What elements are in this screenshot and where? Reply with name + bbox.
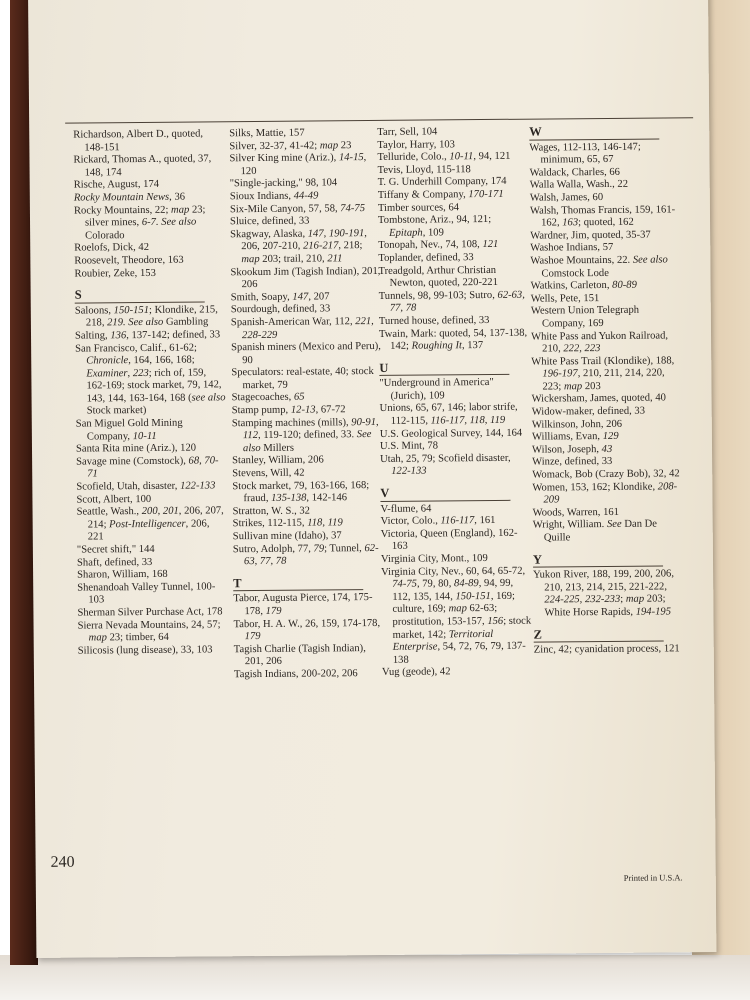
index-entry: Strikes, 112-115, 118, 119 [232,517,343,530]
index-entry: Wilson, Joseph, 43 [531,443,613,456]
index-entry: White Pass Trail (Klondike), 188, 196-197, 210, 211, 214, 220, 223; map 203 [531,355,675,393]
index-entry: "Single-jacking," 98, 104 [229,177,338,190]
section-letter-u: U [379,361,509,377]
index-entry: Shaft, defined, 33 [76,556,153,569]
page-number: 240 [50,853,75,871]
index-entry: Widow-maker, defined, 33 [531,405,646,418]
index-entry: Silver, 32-37, 41-42; map 23 [229,139,352,152]
index-entry: Telluride, Colo., 10-11, 94, 121 [377,150,511,164]
index-entry: White Pass and Yukon Railroad, 210, 222, 223 [530,329,669,355]
index-entry: Stock market, 79, 163-166, 168; fraud, 135-138, 142-146 [232,479,370,505]
index-entry: Santa Rita mine (Ariz.), 120 [75,442,197,455]
index-entry: Rocky Mountains, 22; map 23; silver mines, 6-7. See also Colorado [73,204,206,242]
index-entry: Tunnels, 98, 99-103; Sutro, 62-63, 77, 78 [378,289,525,315]
index-entry: Speculators: real-estate, 40; stock market, 79 [231,366,374,392]
index-entry: Sierra Nevada Mountains, 24, 57; map 23; timber, 64 [77,618,221,644]
index-column-3 [377,126,532,680]
index-entry: Wardner, Jim, quoted, 35-37 [530,229,651,242]
index-entry: Sullivan mine (Idaho), 37 [232,530,342,543]
index-entry: Tonopah, Nev., 74, 108, 121 [378,239,499,252]
index-entry: Stanley, William, 206 [232,454,324,467]
index-entry: Stagecoaches, 65 [231,392,305,404]
section-letter-t: T [233,576,363,592]
index-entry: Tabor, H. A. W., 26, 159, 174-178, 179 [233,617,381,643]
index-entry: Smith, Soapy, 147, 207 [230,291,330,303]
index-entry: "Secret shift," 144 [76,543,155,556]
index-entry: Salting, 136, 137-142; defined, 33 [74,329,221,342]
index-entry: Roelofs, Dick, 42 [74,242,150,254]
index-entry: Savage mine (Comstock), 68, 70-71 [76,455,219,480]
index-entry: Walsh, Thomas Francis, 159, 161-162, 163; quoted, 162 [529,203,676,229]
section-letter-y: Y [533,552,663,568]
index-entry: Sutro, Adolph, 77, 79; Tunnel, 62-63, 77, 78 [232,542,379,568]
index-entry: Virginia City, Nev., 60, 64, 65-72, 74-75, 79, 80, 84-89, 94, 99, 112, 135, 144, 150-151, 169; culture, 169; map 62-63; prostitution, 153-157, 156; stock market, 142; Territorial Enterprise, 54, 72, 76, 79, 137-138 [381,565,532,666]
index-entry: Womack, Bob (Crazy Bob), 32, 42 [532,468,680,481]
header-rule [65,117,693,123]
section-letter-s: S [75,288,205,304]
index-entry: Roosevelt, Theodore, 163 [74,254,184,267]
index-entry: Woods, Warren, 161 [532,506,620,519]
index-entry: Walsh, James, 60 [529,191,604,204]
index-entry: Washoe Indians, 57 [530,242,614,254]
index-entry: Tarr, Sell, 104 [377,126,438,138]
index-entry: Sioux Indians, 44-49 [229,190,319,203]
index-entry: Waldack, Charles, 66 [529,166,621,179]
index-entry: V-flume, 64 [380,503,432,515]
index-entry: Wages, 112-113, 146-147; minimum, 65, 67 [529,141,641,166]
index-entry: Toplander, defined, 33 [378,252,474,264]
index-entry: Richardson, Albert D., quoted, 148-151 [73,128,204,154]
index-entry: Victoria, Queen (England), 162-163 [380,527,518,553]
index-entry: Silver King mine (Ariz.), 14-15, 120 [229,152,367,177]
index-entry: Rickard, Thomas A., quoted, 37, 148, 174 [73,153,212,179]
index-entry: Wickersham, James, quoted, 40 [531,392,666,406]
index-entry: Watkins, Carleton, 80-89 [530,279,637,292]
printed-in-imprint: Printed in U.S.A. [623,872,683,883]
index-entry: Turned house, defined, 33 [378,314,490,327]
index-entry: Victor, Colo., 116-117, 161 [380,515,496,528]
index-entry: Tombstone, Ariz., 94, 121; Epitaph, 109 [377,214,492,239]
section-letter-v: V [380,486,510,502]
index-entry: Skookum Jim (Tagish Indian), 201, 206 [230,265,381,291]
index-entry: Williams, Evan, 129 [531,431,619,443]
index-entry: Shenandoah Valley Tunnel, 100-103 [77,581,216,606]
index-entry: Silicosis (lung disease), 33, 103 [77,644,213,657]
index-entry: Stratton, W. S., 32 [232,505,311,518]
index-entry: Roubier, Zeke, 153 [74,267,156,280]
index-entry: Stamping machines (mills), 90-91, 112, 119-120; defined, 33. See also Millers [231,416,379,454]
index-page [28,0,716,958]
index-entry: Treadgold, Arthur Christian Newton, quoted, 220-221 [378,264,498,289]
index-entry: T. G. Underhill Company, 174 [377,176,507,189]
index-entry: Walla Walla, Wash., 22 [529,179,629,192]
index-entry: San Francisco, Calif., 61-62; Chronicle, 164, 166, 168; Examiner, 223; rich of, 159, 162-169; stock market, 79, 142, 143, 144, 163-164, 168 (see also Stock market) [75,342,226,417]
index-entry: Sharon, William, 168 [77,568,168,581]
index-entry: Wells, Pete, 151 [530,292,600,305]
index-entry: Taylor, Harry, 103 [377,138,455,151]
index-entry: Virginia City, Mont., 109 [380,553,488,565]
section-letter-w: W [529,124,659,140]
index-entry: Spanish miners (Mexico and Peru), 90 [231,341,381,366]
index-entry: Western Union Telegraph Company, 169 [530,304,640,330]
index-entry: Yukon River, 188, 199, 200, 206, 210, 213, 214, 215, 221-222, 224-225, 232-233; map 203; White Horse Rapids, 194-195 [533,568,674,619]
index-entry: Seattle, Wash., 200, 201, 206, 207, 214; Post-Intelligencer, 206, 221 [76,505,224,543]
index-entry: Rische, August, 174 [73,179,160,191]
index-entry: Silks, Mattie, 157 [229,127,305,140]
index-entry: Wilkinson, John, 206 [531,418,623,431]
index-entry: Utah, 25, 79; Scofield disaster, 122-133 [380,452,511,478]
index-entry: Vug (geode), 42 [381,666,451,679]
index-entry: U.S. Mint, 78 [379,440,439,453]
index-entry: Tabor, Augusta Pierce, 174, 175-178, 179 [233,592,373,618]
index-entry: Sluice, defined, 33 [229,215,310,228]
index-entry: "Underground in America" (Jurich), 109 [379,377,494,402]
index-entry: Stevens, Will, 42 [232,467,305,480]
index-entry: Washoe Mountains, 22. See also Comstock Lode [530,254,668,280]
table-surface [0,955,750,1000]
index-column-2 [229,127,384,682]
index-entry: Zinc, 42; cyanidation process, 121 [533,643,680,656]
index-entry: Timber sources, 64 [377,201,460,214]
index-entry: Saloons, 150-151; Klondike, 215, 218, 219. See also Gambling [74,304,218,329]
index-entry: Rocky Mountain News, 36 [73,191,186,204]
index-entry: Sourdough, defined, 33 [230,303,331,316]
index-entry: Winze, defined, 33 [532,456,613,469]
index-entry: Tiffany & Company, 170-171 [377,188,504,201]
section-letter-z: Z [534,627,664,643]
index-entry: Scott, Albert, 100 [76,493,152,506]
index-entry: Tagish Indians, 200-202, 206 [233,668,358,681]
index-column-1 [73,128,228,658]
index-entry: Tevis, Lloyd, 115-118 [377,163,471,176]
index-entry: Women, 153, 162; Klondike, 208-209 [532,480,678,506]
index-entry: Wright, William. See Dan De Quille [532,518,658,544]
index-entry: Sherman Silver Purchase Act, 178 [77,606,223,619]
index-entry: Twain, Mark: quoted, 54, 137-138, 142; Roughing It, 137 [378,327,528,352]
index-entry: Stamp pump, 12-13, 67-72 [231,404,346,417]
index-entry: Six-Mile Canyon, 57, 58, 74-75 [229,202,366,215]
index-entry: San Miguel Gold Mining Company, 10-11 [75,417,183,443]
index-entry: U.S. Geological Survey, 144, 164 [379,427,523,440]
index-entry: Skagway, Alaska, 147, 190-191, 206, 207-210, 216-217, 218; map 203; trail, 210, 211 [230,227,367,266]
index-entry: Unions, 65, 67, 146; labor strife, 112-115, 116-117, 118, 119 [379,402,518,427]
index-column-4 [529,124,684,657]
index-entry: Spanish-American War, 112, 221, 228-229 [230,315,374,341]
index-entry: Scofield, Utah, disaster, 122-133 [76,480,216,493]
index-entry: Tagish Charlie (Tagish Indian), 201, 206 [233,642,366,668]
